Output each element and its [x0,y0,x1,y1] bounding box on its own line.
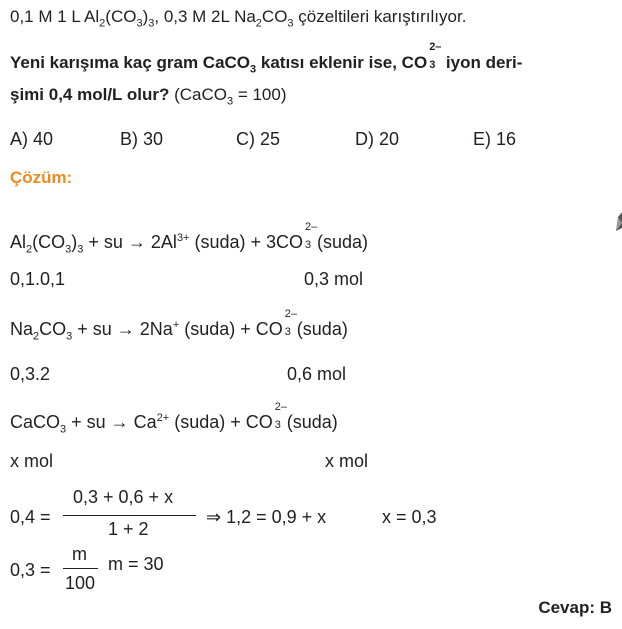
answer-label: Cevap: B [538,598,612,617]
option-a: A) 40 [10,129,54,149]
equation-2-denominator: 100 [65,573,96,593]
reaction-2: $Na_2CO_3$ + su → 2Na+ (suda) + CO 2– 3 (suda) [10,308,348,343]
equation-1-left: 0,4 = [10,507,51,527]
equation-2-numerator: m [72,544,87,564]
question-line-1: 0,1 M 1 L $Al_2(CO_3)_3$, 0,3 M 2L $Na_2CO_3$ çözeltileri karıştırılıyor. [10,7,467,30]
reaction-1-left-amount: 0,1.0,1 [10,269,66,289]
equation-1-fraction-bar [63,515,196,516]
reaction-2-left-amount: 0,3.2 [10,364,51,384]
reaction-2-right-amount: 0,6 mol [287,364,347,384]
reaction-3-right-amount: x mol [325,451,369,471]
question-line-3: şimi 0,4 mol/L olur? (CaCO$_3$ = 100) [10,85,287,108]
equation-1-result: ⇒ 1,2 = 0,9 + x [206,507,327,527]
reaction-1: $Al_2(CO_3)_3$ + su → $2Al^{3+}$ (suda) + 3CO 2– 3 (suda) [10,221,369,256]
pen-icon [614,205,622,235]
equation-1-x-value: x = 0,3 [382,507,437,527]
equation-2-left: 0,3 = [10,560,51,580]
reaction-3: CaCO$_3$ + su → $Ca^{2+}$ (suda) + CO 2– 3 (suda) [10,401,338,436]
equation-2-result: m = 30 [108,554,164,574]
solution-label: Çözüm: [10,168,73,187]
question-line-2: Yeni karışıma kaç gram CaCO$_3$ katısı eklenir ise, CO 2– 3 iyon deri- [10,41,523,76]
reaction-1-right-amount: 0,3 mol [304,269,364,289]
option-d: D) 20 [355,129,400,149]
option-e: E) 16 [473,129,517,149]
reaction-3-left-amount: x mol [10,451,54,471]
equation-2-fraction-bar [63,568,98,569]
option-c: C) 25 [236,129,281,149]
equation-1-numerator: 0,3 + 0,6 + x [73,487,174,507]
option-b: B) 30 [120,129,164,149]
equation-1-denominator: 1 + 2 [108,519,149,539]
